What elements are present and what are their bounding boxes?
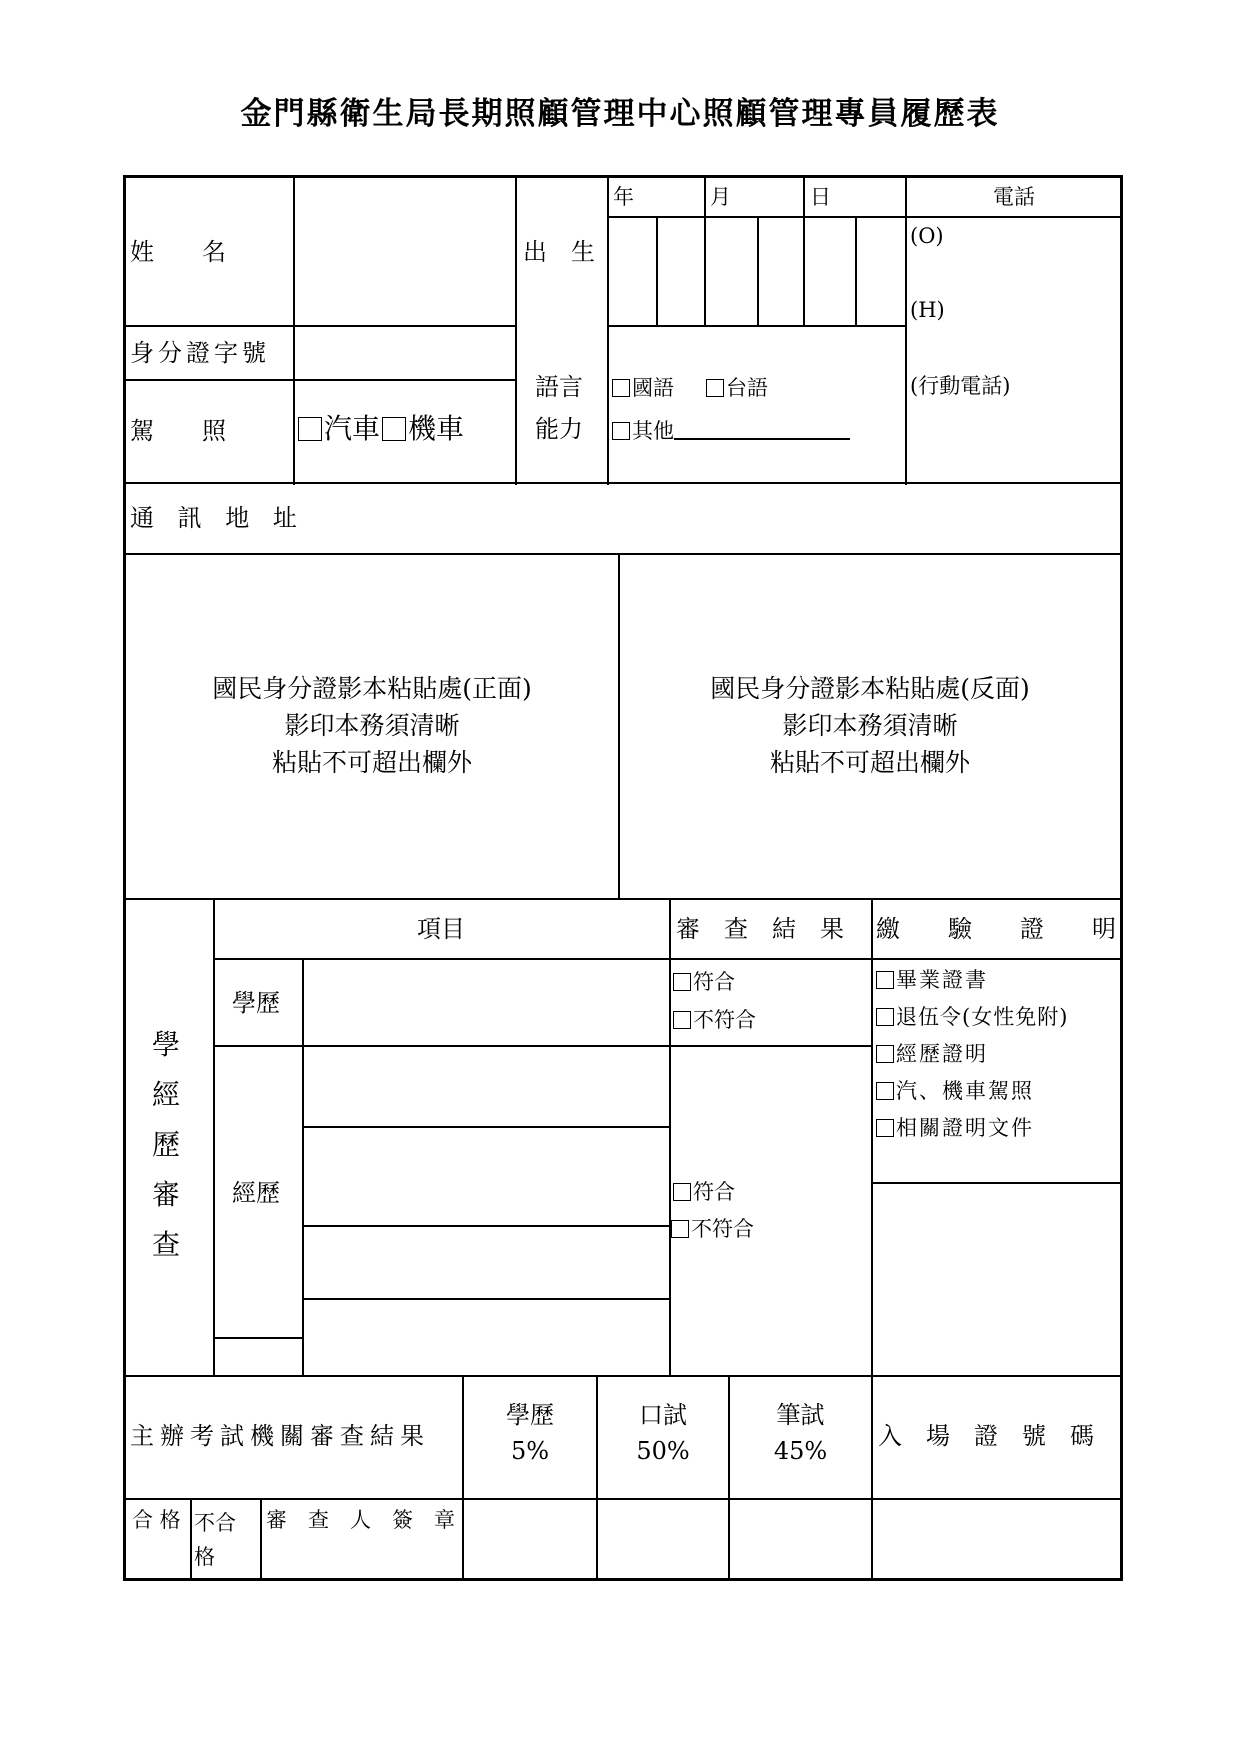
proof-item-diploma[interactable]: 畢業證書	[876, 966, 988, 994]
experience-fail-option[interactable]: 不符合	[671, 1215, 754, 1243]
experience-pass-option[interactable]: 符合	[673, 1178, 735, 1206]
education-weight-value: 5%	[510, 1437, 550, 1465]
birth-day-label: 日	[810, 185, 831, 209]
id-front-paste-title: 國民身分證影本粘貼處(正面)	[212, 674, 532, 703]
qualified-label: 合 格	[132, 1508, 181, 1532]
proof-license-checkbox[interactable]	[876, 1082, 894, 1100]
proof-related-docs-checkbox[interactable]	[876, 1119, 894, 1137]
written-weight	[730, 1400, 871, 1466]
experience-label: 經歷	[232, 1179, 280, 1207]
id-front-paste-note-bounds: 粘貼不可超出欄外	[271, 748, 472, 777]
written-weight-value: 45%	[773, 1437, 828, 1465]
lang-other-blank[interactable]	[674, 416, 850, 440]
proof-item-related-docs[interactable]: 相關證明文件	[876, 1114, 1034, 1142]
id-back-paste-title: 國民身分證影本粘貼處(反面)	[710, 674, 1030, 703]
name-field[interactable]	[296, 178, 514, 324]
reviewer-signature-label: 審 查 人 簽 章	[266, 1508, 455, 1532]
lang-mandarin-option[interactable]	[612, 374, 674, 402]
lang-other-checkbox[interactable]	[612, 422, 630, 440]
address-field[interactable]	[296, 486, 1120, 552]
proof-experience-checkbox[interactable]	[876, 1045, 894, 1063]
lang-taiwanese-label: 台語	[726, 376, 768, 400]
education-pass-checkbox[interactable]	[673, 973, 691, 991]
proof-header: 繳 驗 證 明	[876, 915, 1116, 943]
proof-diploma-checkbox[interactable]	[876, 971, 894, 989]
oral-weight	[598, 1400, 728, 1466]
experience-fail-checkbox[interactable]	[671, 1220, 689, 1238]
education-weight	[464, 1400, 596, 1466]
education-fail-checkbox[interactable]	[673, 1011, 691, 1029]
lang-mandarin-label: 國語	[632, 376, 674, 400]
oral-weight-value: 50%	[636, 1437, 690, 1465]
proof-discharge-checkbox[interactable]	[876, 1008, 894, 1026]
proof-item-discharge[interactable]: 退伍令(女性免附)	[876, 1003, 1068, 1031]
lang-other-option[interactable]	[612, 416, 850, 445]
name-label: 姓 名	[130, 238, 226, 266]
education-pass-option[interactable]: 符合	[673, 968, 735, 996]
education-fail-option[interactable]: 不符合	[673, 1006, 756, 1034]
license-car-checkbox[interactable]	[298, 417, 322, 441]
item-header: 項目	[417, 915, 465, 943]
lang-mandarin-checkbox[interactable]	[612, 379, 630, 397]
id-back-paste-area	[620, 670, 1120, 781]
form-title: 金門縣衛生局長期照顧管理中心照顧管理專員履歷表	[240, 96, 1000, 132]
id-front-paste-area	[126, 670, 618, 781]
unqualified-label: 不合 格	[194, 1511, 236, 1569]
admission-number-label: 入 場 證 號 碼	[878, 1422, 1094, 1450]
language-label-line1: 語言	[535, 373, 583, 401]
experience-pass-checkbox[interactable]	[673, 1183, 691, 1201]
proof-item-license[interactable]: 汽、機車駕照	[876, 1077, 1034, 1105]
phone-mobile-label: (行動電話)	[910, 374, 1011, 398]
id-number-label: 身分證字號	[130, 339, 270, 367]
review-section-title: 學 經 歷 審 查	[151, 1028, 180, 1261]
phone-office-label: (O)	[910, 224, 944, 248]
oral-weight-label: 口試	[639, 1401, 687, 1429]
license-car-label: 汽車	[324, 412, 381, 445]
license-motorcycle-checkbox[interactable]	[382, 417, 406, 441]
lang-taiwanese-checkbox[interactable]	[706, 379, 724, 397]
license-label: 駕 照	[130, 417, 226, 445]
written-weight-label: 筆試	[776, 1401, 825, 1429]
education-label: 學歷	[232, 989, 280, 1017]
birth-year-label: 年	[613, 185, 634, 209]
id-number-field[interactable]	[296, 328, 514, 378]
lang-taiwanese-option[interactable]	[706, 374, 768, 402]
birth-month-label: 月	[710, 185, 731, 209]
id-back-paste-note-bounds: 粘貼不可超出欄外	[769, 748, 970, 777]
license-motorcycle-label: 機車	[408, 412, 465, 445]
language-label-line2: 能力	[535, 415, 583, 443]
id-back-paste-note-clear: 影印本務須清晰	[782, 711, 958, 740]
phone-label: 電話	[993, 185, 1035, 209]
license-car-option[interactable]	[298, 414, 464, 444]
id-front-paste-note-clear: 影印本務須清晰	[284, 711, 460, 740]
result-header: 審 查 結 果	[676, 915, 844, 943]
lang-other-label: 其他	[632, 419, 674, 443]
address-label: 通 訊 地 址	[130, 504, 305, 532]
proof-item-experience[interactable]: 經歷證明	[876, 1040, 988, 1068]
org-review-result-label: 主辦考試機關審查結果	[130, 1422, 430, 1450]
education-weight-label: 學歷	[506, 1401, 554, 1429]
phone-home-label: (H)	[910, 298, 945, 322]
birth-label: 出 生	[523, 238, 595, 266]
